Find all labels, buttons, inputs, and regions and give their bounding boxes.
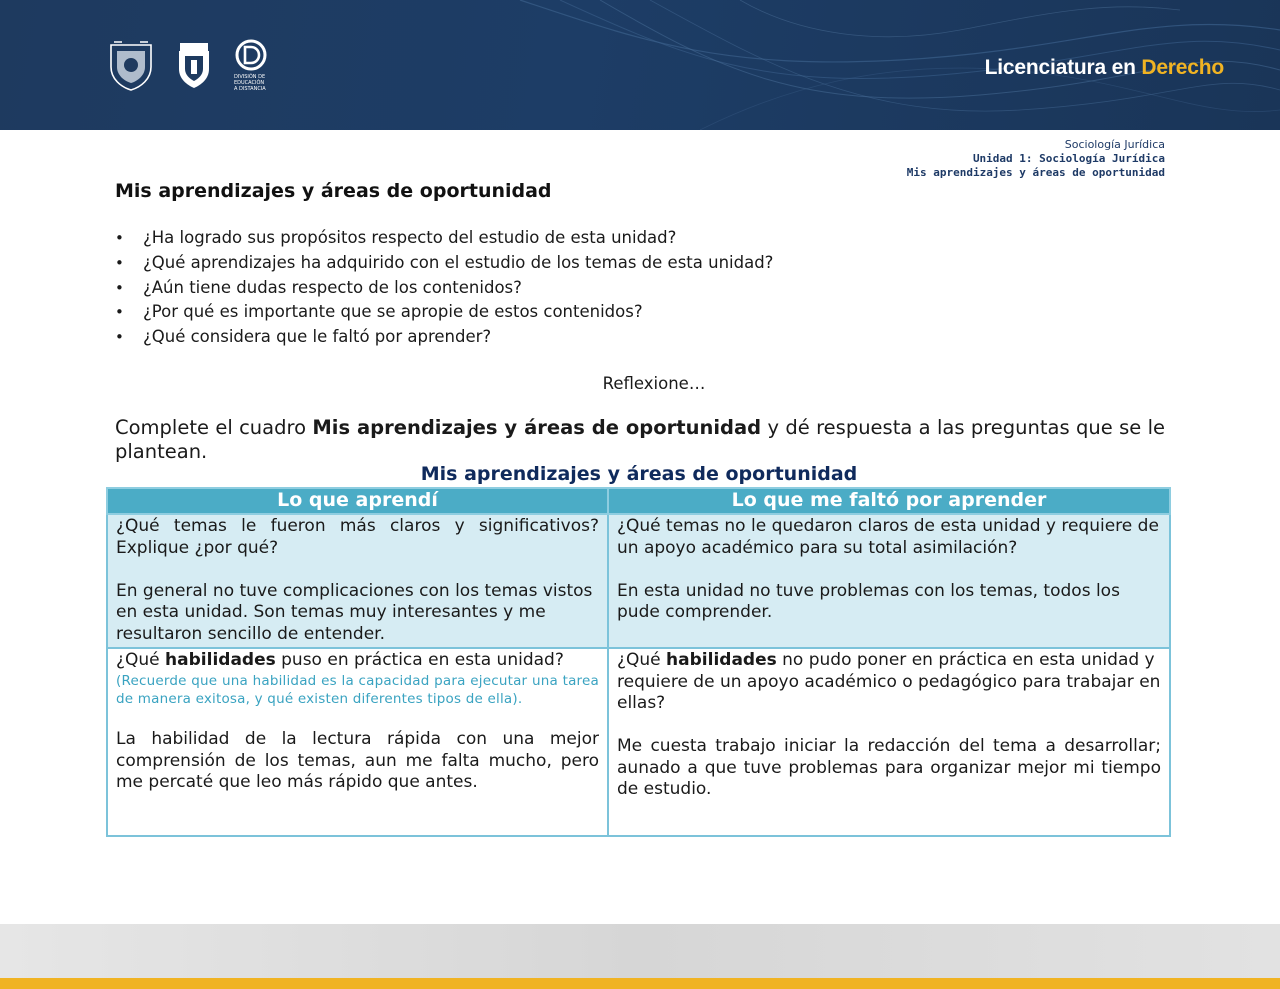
list-item: • ¿Aún tiene dudas respecto de los contenidos?: [115, 276, 773, 301]
cell-skills-used: [107, 648, 608, 836]
reflection-questions: [115, 226, 773, 350]
list-item: • ¿Qué considera que le faltó por aprender?: [115, 325, 773, 350]
opportunities-table: [106, 487, 1171, 837]
cell-answer: La habilidad de la lectura rápida con una mejor comprensión de los temas, aun me falta mucho, pero me percaté que leo más rápido que antes.: [116, 729, 599, 792]
cell-question: ¿Qué temas le fueron más claros y significativos? Explique ¿por qué?: [116, 516, 599, 558]
instructions-before: Complete el cuadro: [115, 416, 313, 439]
fes-shield-icon: [176, 41, 212, 89]
dead-logo: [234, 38, 268, 92]
institution-logos: [108, 38, 268, 92]
page-title: Mis aprendizajes y áreas de oportunidad: [115, 180, 552, 202]
header-banner: [0, 0, 1280, 130]
cell-unclear-topics: [608, 514, 1170, 648]
cell-answer: En esta unidad no tuve problemas con los temas, todos los pude comprender.: [617, 580, 1120, 622]
cell-question: ¿Qué temas no le quedaron claros de esta unidad y requiere de un apoyo académico para su total asimilación?: [617, 516, 1159, 558]
instructions-paragraph: [115, 416, 1165, 464]
table-row: [107, 648, 1170, 836]
cell-learned-topics: [107, 514, 608, 648]
header-missing: Lo que me faltó por aprender: [608, 488, 1170, 514]
program-title: [985, 56, 1224, 80]
list-item: • ¿Qué aprendizajes ha adquirido con el estudio de los temas de esta unidad?: [115, 251, 773, 276]
running-head: [907, 138, 1165, 180]
header-learned: Lo que aprendí: [107, 488, 608, 514]
program-title-main: Licenciatura en: [984, 56, 1142, 79]
dead-caption-line: DIVISIÓN DE: [234, 74, 266, 80]
cell-answer: Me cuesta trabajo iniciar la redacción del tema a desarrollar; aunado a que tuve problemas para organizar mejor mi tiempo de estudio.: [617, 736, 1161, 799]
q-before: ¿Qué: [116, 650, 166, 670]
dead-caption-line: A DISTANCIA: [234, 86, 266, 92]
list-item: • ¿Por qué es importante que se apropie de estos contenidos?: [115, 300, 773, 325]
footer-accent-line: [0, 978, 1280, 989]
running-head-course: Sociología Jurídica: [1064, 138, 1165, 151]
cell-question: [617, 650, 1161, 715]
running-head-unit: Unidad 1: Sociología Jurídica: [972, 152, 1165, 165]
cell-note: (Recuerde que una habilidad es la capacidad para ejecutar una tarea de manera exitosa, y qué existen diferentes tipos de ella).: [116, 672, 599, 707]
list-item: • ¿Ha logrado sus propósitos respecto del estudio de esta unidad?: [115, 226, 773, 251]
unam-crest-icon: [108, 39, 154, 91]
q-before: ¿Qué: [617, 650, 667, 670]
cell-question: [116, 650, 599, 672]
cell-answer: En general no tuve complicaciones con los temas vistos en esta unidad. Son temas muy interesantes y me resultaron sencillo de entender.: [116, 580, 593, 644]
program-title-accent: Derecho: [1141, 56, 1224, 79]
instructions-after: y dé respuesta a las preguntas que se le plantean.: [115, 416, 1165, 463]
cell-skills-missing: [608, 648, 1170, 836]
footer-band: [0, 924, 1280, 978]
q-after: puso en práctica en esta unidad?: [275, 650, 564, 670]
table-caption: Mis aprendizajes y áreas de oportunidad: [420, 463, 858, 485]
running-head-activity: Mis aprendizajes y áreas de oportunidad: [906, 166, 1165, 179]
table-header-row: [107, 488, 1170, 514]
q-after: no pudo poner en práctica en esta unidad y requiere de un apoyo académico o pedagógico para trabajar en ellas?: [617, 650, 1161, 713]
dead-logo-icon: [234, 38, 268, 72]
q-bold: habilidades: [666, 650, 777, 670]
dead-caption-line: EDUCACIÓN: [234, 80, 265, 86]
instructions-bold: Mis aprendizajes y áreas de oportunidad: [312, 416, 762, 439]
q-bold: habilidades: [165, 650, 276, 670]
reflexione-text: Reflexione…: [602, 374, 706, 393]
table-row: [107, 514, 1170, 648]
